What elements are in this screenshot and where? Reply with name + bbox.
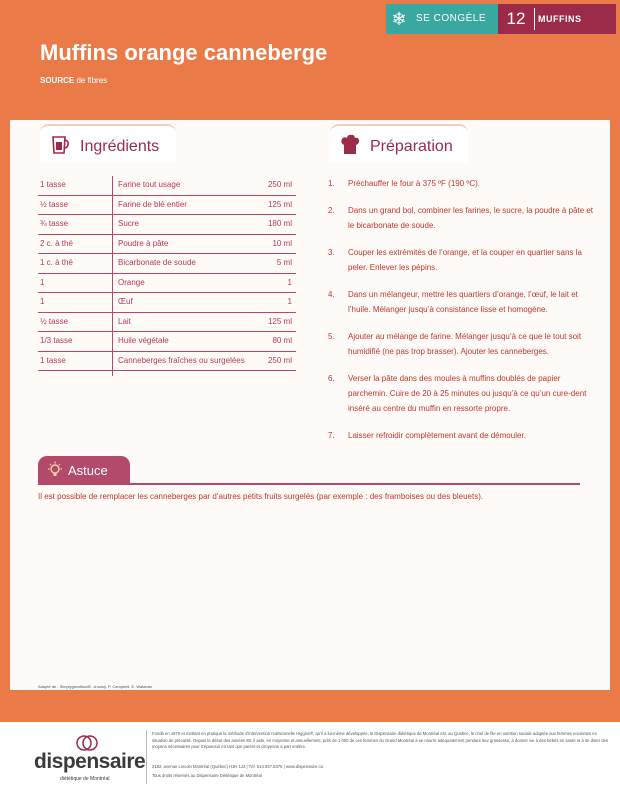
ingredient-amount: 80 ml [272, 336, 292, 345]
ingredient-amount: 1 [287, 297, 292, 306]
ingredient-qty: 1 [40, 277, 45, 287]
step-number: 1. [328, 179, 335, 188]
step-item [328, 176, 594, 191]
ingredient-amount: 10 ml [272, 238, 292, 248]
adaptation-credit: Adapté de : SimplygreatfoodE. choosy, P. Campbell, E. Watanan [38, 684, 153, 689]
ingredient-name: Poudre à pâte [118, 238, 169, 248]
ingredient-row [38, 176, 296, 196]
footer-divider [146, 730, 147, 784]
ingredient-name: Sucre [118, 219, 139, 228]
ingredient-qty: 1 [40, 297, 45, 306]
dispensaire-logo: dispensaire [34, 750, 146, 773]
step-item [328, 203, 594, 233]
ingredients-heading: Ingrédients [80, 138, 160, 155]
ingredient-name: Lait [118, 316, 131, 326]
recipe-title: Muffins orange canneberge [40, 40, 328, 65]
ingredient-name: Bicarbonate de soude [118, 258, 196, 267]
ingredient-name: Farine tout usage [118, 180, 181, 189]
subtitle-rest: de fibres [74, 76, 108, 85]
yield-label: MUFFINS [538, 14, 582, 24]
step-text: Verser la pâte dans des moules à muffins doublés de papier parchemin. Cuire de 20 à 25 minutes ou jusqu’à ce qu’un cure-dent inséré au centre du muffin en ressorte propre. [348, 374, 587, 413]
step-item [328, 245, 594, 275]
dispensaire-logo-subtitle: diététique de Montréal [60, 776, 110, 782]
ingredient-name: Œuf [118, 297, 133, 306]
yield-count: 12 [506, 9, 526, 28]
ingredients-table [38, 176, 296, 371]
ingredient-row [38, 215, 296, 235]
footer-contact: 2182, avenue Lincoln Montréal (Québec) H3H 1J3 | Tél. 514.937.5375 | www.dispensaire.ca [152, 764, 323, 769]
ingredient-qty: 2 c. à thé [40, 238, 73, 248]
ingredient-amount: 250 ml [267, 355, 292, 365]
step-number: 5. [328, 332, 335, 341]
step-text: Préchauffer le four à 375 ºF (190 ºC). [348, 179, 480, 188]
ingredient-qty: 1 c. à thé [40, 258, 73, 267]
measuring-cup-icon [50, 133, 70, 155]
footer-description: Fondé en 1879 et mettant en pratique la méthode d’intervention nutritionnelle Higgins®, qu’il a lui-même développée, le Dispensaire diététique de Montréal est, au Québec, le chef de file en nutrition sociale adaptée aux femmes enceintes en situation de précarité. Depuis le début des années 80, il aide, en moyenne et annuellement, près de 1 000 de ces femmes du Grand Montréal à se nourrir adéquatement pendant leur grossesse, à donner vie à des bébés en santé et à se doter des moyens nécessaires pour s’épanouir en tant que parent et citoyenne à part entière. [152, 731, 609, 749]
preparation-heading: Préparation [370, 138, 453, 155]
preparation-steps [328, 176, 594, 455]
astuce-heading: Astuce [68, 463, 108, 478]
footer-rights: Tous droits réservés au Dispensaire Diététique de Montréal [152, 773, 262, 778]
ingredient-row [38, 313, 296, 333]
ingredient-amount: 5 ml [276, 258, 292, 267]
step-text: Laisser refroidir complètement avant de démouler. [348, 431, 526, 440]
ingredient-amount: 125 ml [267, 316, 292, 326]
step-text: Dans un mélangeur, mettre les quartiers d’orange, l’œuf, le lait et l’huile. Mélanger jusqu’à consistance lisse et homogène. [348, 290, 578, 314]
tab-preparation [330, 124, 468, 162]
step-number: 7. [328, 431, 335, 440]
subtitle-bold: SOURCE [40, 76, 75, 85]
chef-hat-icon [340, 133, 360, 155]
ingredient-name: Huile végétale [118, 336, 169, 345]
step-number: 4. [328, 290, 335, 299]
ingredient-amount: 250 ml [267, 180, 292, 189]
ingredient-row [38, 352, 296, 372]
tab-astuce [38, 456, 130, 484]
snowflake-icon: ❄ [391, 9, 407, 29]
step-number: 3. [328, 248, 335, 257]
ingredient-name: Orange [118, 277, 145, 287]
astuce-text: Il est possible de remplacer les canneberges par d’autres petits fruits surgelés (par exemple : des framboises ou des bleuets). [38, 492, 484, 501]
step-text: Couper les extrémités de l’orange, et la couper en quartier sans la peler. Enlever les pépins. [348, 248, 582, 272]
ingredient-qty: ½ tasse [40, 316, 69, 326]
ingredient-row [38, 254, 296, 274]
ingredient-row [38, 293, 296, 313]
step-text: Ajouter au mélange de farine. Mélanger jusqu’à ce que le tout soit humidifié (ne pas trop brasser). Ajouter les canneberges. [348, 332, 582, 356]
ingredient-row [38, 332, 296, 352]
ingredient-row [38, 235, 296, 255]
step-number: 2. [328, 206, 335, 215]
step-item [328, 428, 594, 443]
step-text: Dans un grand bol, combiner les farines, le sucre, la poudre à pâte et le bicarbonate de soude. [348, 206, 594, 230]
tab-ingredients [40, 124, 176, 162]
ingredient-qty: ½ tasse [40, 199, 69, 209]
ingredient-row [38, 196, 296, 216]
ingredient-qty: 1 tasse [40, 355, 66, 365]
ingredient-amount: 180 ml [267, 219, 292, 228]
ingredients-column-divider [112, 176, 113, 376]
ingredient-qty: 1 tasse [40, 180, 66, 189]
step-item [328, 287, 594, 317]
astuce-divider [38, 483, 580, 485]
ingredient-row [38, 274, 296, 294]
ingredient-amount: 1 [287, 277, 292, 287]
step-item [328, 371, 594, 416]
ingredient-name: Canneberges fraîches ou surgelées [118, 355, 245, 365]
recipe-subtitle [40, 76, 107, 85]
ingredient-qty: ¾ tasse [40, 219, 69, 228]
ingredient-name: Farine de blé entier [118, 199, 187, 209]
yield-divider [534, 8, 535, 30]
ingredient-amount: 125 ml [267, 199, 292, 209]
ingredient-qty: 1/3 tasse [40, 336, 73, 345]
freeze-label: SE CONGÈLE [416, 13, 487, 24]
lightbulb-icon [46, 461, 64, 479]
step-item [328, 329, 594, 359]
step-number: 6. [328, 374, 335, 383]
